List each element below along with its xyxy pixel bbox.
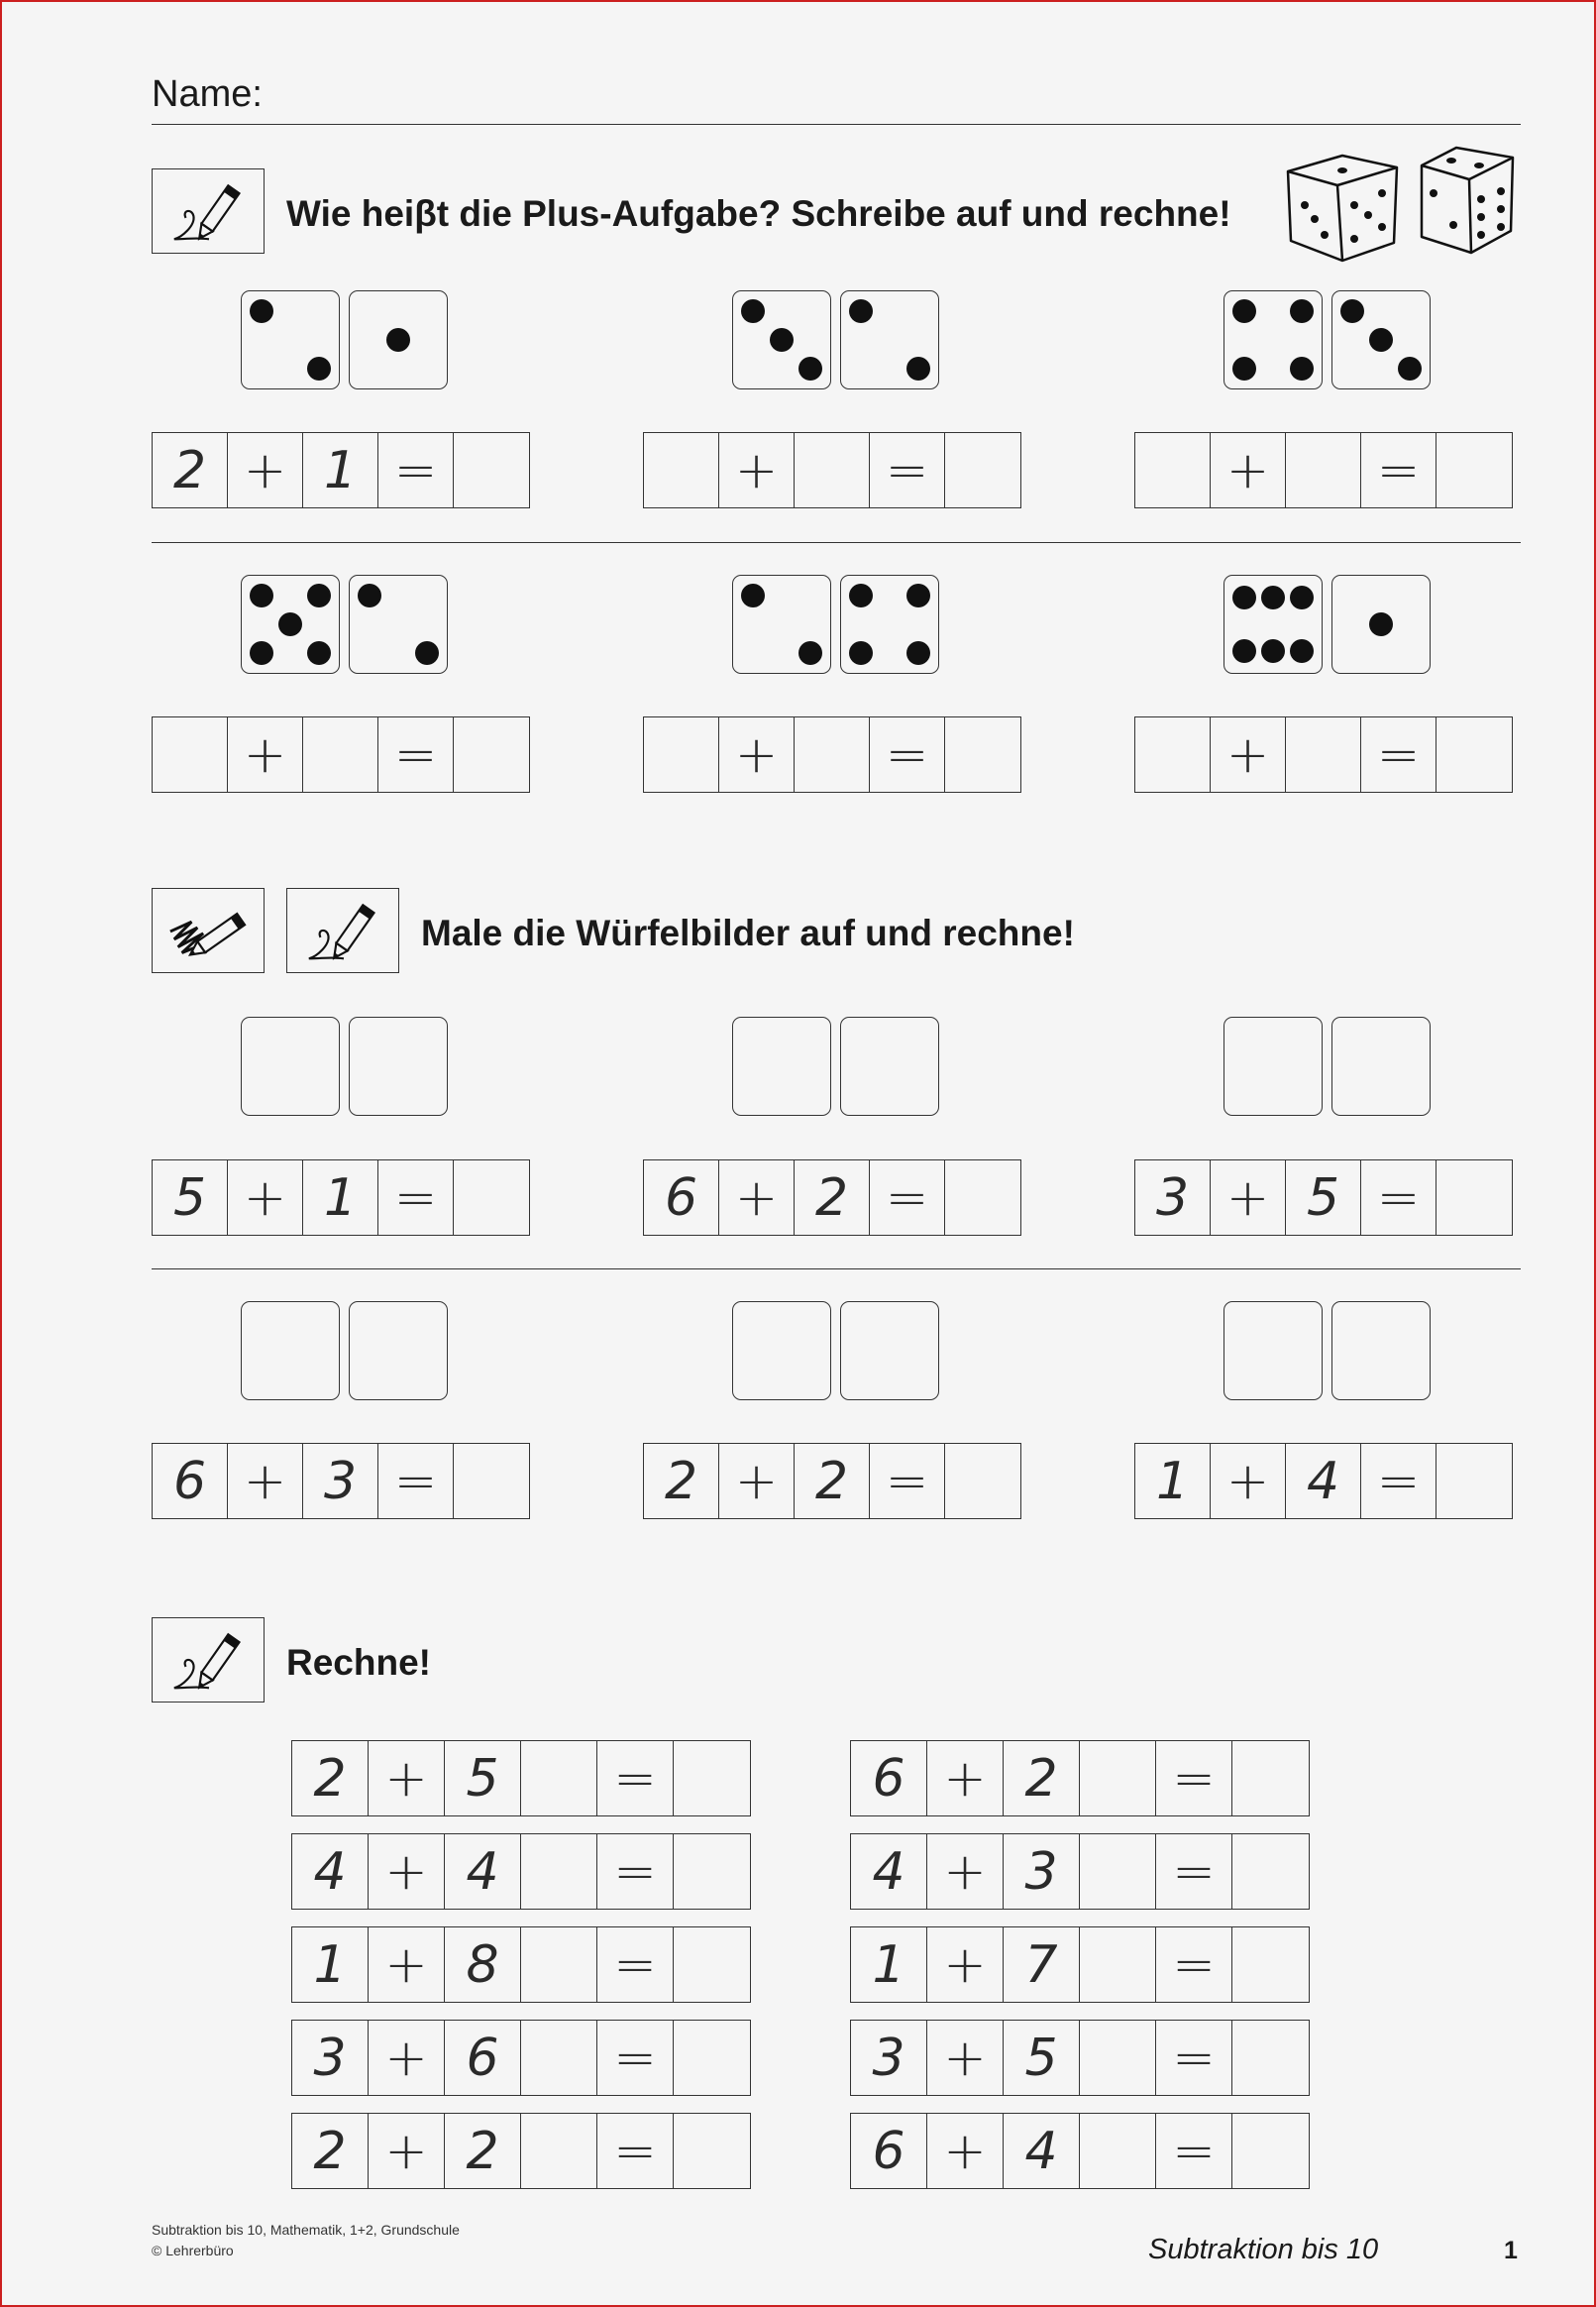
answer-cell[interactable] — [454, 1160, 529, 1235]
die-pip — [1398, 357, 1422, 381]
number-cell: 2 — [292, 2114, 369, 2188]
die-pip — [798, 357, 822, 381]
die-pip — [386, 328, 410, 352]
answer-cell[interactable] — [1232, 1741, 1309, 1815]
equation-row — [291, 1833, 751, 1910]
empty-die-box[interactable] — [1224, 1017, 1323, 1116]
answer-cell[interactable] — [454, 433, 529, 507]
die-face — [1224, 575, 1323, 674]
die-pip — [307, 584, 331, 607]
equals-sign: = — [870, 433, 945, 507]
number-cell: 1 — [851, 1927, 927, 2002]
number-cell: 5 — [1286, 1160, 1361, 1235]
answer-cell[interactable] — [1436, 433, 1512, 507]
pencil-write-icon — [286, 888, 399, 973]
equation-row — [1134, 432, 1513, 508]
die-pip — [250, 584, 273, 607]
die-pip — [849, 641, 873, 665]
number-cell: 8 — [445, 1927, 521, 2002]
equation-row — [643, 1443, 1021, 1519]
number-cell: 6 — [644, 1160, 719, 1235]
answer-cell[interactable] — [945, 1444, 1020, 1518]
answer-cell[interactable] — [674, 1927, 750, 2002]
die-pip — [741, 299, 765, 323]
number-cell: 4 — [1286, 1444, 1361, 1518]
die-pip — [906, 584, 930, 607]
die-pip — [906, 641, 930, 665]
plus-sign: + — [719, 717, 795, 792]
die-face — [1331, 575, 1431, 674]
plus-sign: + — [369, 2021, 445, 2095]
answer-cell[interactable] — [1080, 1927, 1156, 2002]
equals-sign: = — [870, 1160, 945, 1235]
die-pip — [1369, 612, 1393, 636]
equation-row — [850, 1833, 1310, 1910]
name-label: Name: — [152, 73, 263, 115]
empty-die-box[interactable] — [732, 1301, 831, 1400]
equals-sign: = — [1361, 1160, 1436, 1235]
die-face — [732, 575, 831, 674]
plus-sign: + — [927, 1834, 1004, 1909]
number-cell: 4 — [1004, 2114, 1080, 2188]
answer-cell[interactable] — [521, 1834, 597, 1909]
plus-sign: + — [719, 433, 795, 507]
die-pip — [849, 299, 873, 323]
number-cell: 3 — [1004, 1834, 1080, 1909]
equation-row — [291, 1926, 751, 2003]
plus-sign: + — [369, 1741, 445, 1815]
answer-cell[interactable] — [795, 433, 870, 507]
equals-sign: = — [1361, 1444, 1436, 1518]
section1-heading: Wie heiβt die Plus-Aufgabe? Schreibe auf und rechne! — [286, 193, 1231, 234]
answer-cell[interactable] — [795, 717, 870, 792]
empty-die-box[interactable] — [1331, 1017, 1431, 1116]
equation-row — [152, 716, 530, 793]
plus-sign: + — [719, 1444, 795, 1518]
answer-cell[interactable] — [1080, 1834, 1156, 1909]
equals-sign: = — [1156, 2021, 1232, 2095]
answer-cell[interactable] — [674, 1834, 750, 1909]
empty-die-box[interactable] — [349, 1017, 448, 1116]
pencil-draw-icon — [152, 888, 265, 973]
equation-row — [291, 2020, 751, 2096]
die-pip — [307, 641, 331, 665]
equation-row — [850, 2020, 1310, 2096]
footer-source-line: Subtraktion bis 10, Mathematik, 1+2, Grundschule — [152, 2222, 460, 2238]
equals-sign: = — [597, 2114, 674, 2188]
equation-row — [1134, 716, 1513, 793]
die-face — [349, 575, 448, 674]
page-number: 1 — [1504, 2237, 1518, 2264]
equals-sign: = — [378, 717, 454, 792]
plus-sign: + — [1211, 433, 1286, 507]
die-face — [1224, 290, 1323, 389]
empty-die-box[interactable] — [1224, 1301, 1323, 1400]
answer-cell[interactable] — [1232, 1927, 1309, 2002]
equation-row — [643, 1159, 1021, 1236]
die-face — [349, 290, 448, 389]
die-pip — [307, 357, 331, 381]
equation-row — [643, 432, 1021, 508]
die-pip — [798, 641, 822, 665]
section3-heading: Rechne! — [286, 1642, 431, 1683]
plus-sign: + — [927, 2021, 1004, 2095]
die-pip — [1290, 357, 1314, 381]
equals-sign: = — [1361, 717, 1436, 792]
die-face — [732, 290, 831, 389]
die-pip — [906, 357, 930, 381]
equals-sign: = — [597, 1927, 674, 2002]
die-pip — [1290, 299, 1314, 323]
name-line[interactable] — [152, 124, 1521, 125]
equals-sign: = — [1361, 433, 1436, 507]
number-cell: 1 — [292, 1927, 369, 2002]
equals-sign: = — [597, 2021, 674, 2095]
die-face — [840, 575, 939, 674]
answer-cell[interactable] — [945, 1160, 1020, 1235]
equation-row — [152, 432, 530, 508]
die-pip — [741, 584, 765, 607]
plus-sign: + — [369, 1834, 445, 1909]
equation-row — [850, 2113, 1310, 2189]
equation-row — [850, 1740, 1310, 1816]
equals-sign: = — [1156, 1834, 1232, 1909]
die-pip — [849, 584, 873, 607]
answer-cell[interactable] — [945, 433, 1020, 507]
die-pip — [1261, 586, 1285, 609]
equation-row — [1134, 1159, 1513, 1236]
empty-die-box[interactable] — [349, 1301, 448, 1400]
number-cell: 7 — [1004, 1927, 1080, 2002]
answer-cell[interactable] — [1135, 433, 1211, 507]
die-pip — [250, 299, 273, 323]
number-cell: 2 — [292, 1741, 369, 1815]
die-pip — [1290, 639, 1314, 663]
number-cell: 4 — [851, 1834, 927, 1909]
die-face — [840, 290, 939, 389]
section2-heading: Male die Würfelbilder auf und rechne! — [421, 913, 1075, 953]
number-cell: 1 — [303, 433, 378, 507]
answer-cell[interactable] — [644, 433, 719, 507]
number-cell: 2 — [1004, 1741, 1080, 1815]
empty-die-box[interactable] — [1331, 1301, 1431, 1400]
die-pip — [770, 328, 794, 352]
equation-row — [643, 716, 1021, 793]
answer-cell[interactable] — [674, 2021, 750, 2095]
answer-cell[interactable] — [674, 1741, 750, 1815]
equation-row — [850, 1926, 1310, 2003]
equals-sign: = — [378, 1444, 454, 1518]
die-pip — [1232, 586, 1256, 609]
answer-cell[interactable] — [1232, 1834, 1309, 1909]
empty-die-box[interactable] — [840, 1017, 939, 1116]
answer-cell[interactable] — [1436, 717, 1512, 792]
plus-sign: + — [927, 1927, 1004, 2002]
pencil-write-icon — [152, 168, 265, 254]
answer-cell[interactable] — [1080, 2021, 1156, 2095]
equation-row — [1134, 1443, 1513, 1519]
number-cell: 5 — [1004, 2021, 1080, 2095]
die-face — [1331, 290, 1431, 389]
equation-row — [152, 1159, 530, 1236]
die-pip — [1290, 586, 1314, 609]
empty-die-box[interactable] — [241, 1017, 340, 1116]
equals-sign: = — [870, 1444, 945, 1518]
answer-cell[interactable] — [1232, 2021, 1309, 2095]
number-cell: 4 — [445, 1834, 521, 1909]
number-cell: 5 — [445, 1741, 521, 1815]
equation-row — [291, 2113, 751, 2189]
number-cell: 3 — [292, 2021, 369, 2095]
plus-sign: + — [1211, 1160, 1286, 1235]
section2-divider — [152, 1268, 1521, 1269]
number-cell: 3 — [1135, 1160, 1211, 1235]
equation-row — [152, 1443, 530, 1519]
footer-copyright: © Lehrerbüro — [152, 2243, 234, 2258]
answer-cell[interactable] — [1436, 1444, 1512, 1518]
answer-cell[interactable] — [1080, 2114, 1156, 2188]
plus-sign: + — [1211, 1444, 1286, 1518]
number-cell: 2 — [445, 2114, 521, 2188]
die-face — [241, 575, 340, 674]
die-pip — [1232, 299, 1256, 323]
equals-sign: = — [597, 1741, 674, 1815]
number-cell: 4 — [292, 1834, 369, 1909]
number-cell: 2 — [795, 1444, 870, 1518]
plus-sign: + — [228, 717, 303, 792]
die-pip — [1232, 639, 1256, 663]
plus-sign: + — [228, 433, 303, 507]
equation-row — [291, 1740, 751, 1816]
answer-cell[interactable] — [1135, 717, 1211, 792]
number-cell: 6 — [851, 2114, 927, 2188]
plus-sign: + — [927, 1741, 1004, 1815]
answer-cell[interactable] — [303, 717, 378, 792]
pencil-write-icon — [152, 1617, 265, 1703]
number-cell: 6 — [445, 2021, 521, 2095]
number-cell: 6 — [851, 1741, 927, 1815]
plus-sign: + — [719, 1160, 795, 1235]
answer-cell[interactable] — [1286, 433, 1361, 507]
plus-sign: + — [228, 1160, 303, 1235]
number-cell: 1 — [1135, 1444, 1211, 1518]
answer-cell[interactable] — [1232, 2114, 1309, 2188]
die-pip — [1369, 328, 1393, 352]
equals-sign: = — [1156, 2114, 1232, 2188]
answer-cell[interactable] — [1436, 1160, 1512, 1235]
number-cell: 6 — [153, 1444, 228, 1518]
number-cell: 2 — [153, 433, 228, 507]
equals-sign: = — [1156, 1927, 1232, 2002]
number-cell: 2 — [795, 1160, 870, 1235]
equals-sign: = — [378, 433, 454, 507]
answer-cell[interactable] — [521, 1741, 597, 1815]
answer-cell[interactable] — [1080, 1741, 1156, 1815]
die-pip — [415, 641, 439, 665]
dice-pair-illustration — [1283, 144, 1521, 268]
equals-sign: = — [378, 1160, 454, 1235]
footer-title: Subtraktion bis 10 — [1148, 2234, 1379, 2265]
number-cell: 5 — [153, 1160, 228, 1235]
number-cell: 3 — [851, 2021, 927, 2095]
plus-sign: + — [927, 2114, 1004, 2188]
die-pip — [278, 612, 302, 636]
equals-sign: = — [1156, 1741, 1232, 1815]
answer-cell[interactable] — [945, 717, 1020, 792]
die-pip — [1261, 639, 1285, 663]
answer-cell[interactable] — [521, 2021, 597, 2095]
plus-sign: + — [369, 2114, 445, 2188]
answer-cell[interactable] — [521, 2114, 597, 2188]
answer-cell[interactable] — [521, 1927, 597, 2002]
number-cell: 2 — [644, 1444, 719, 1518]
die-face — [241, 290, 340, 389]
number-cell: 3 — [303, 1444, 378, 1518]
empty-die-box[interactable] — [732, 1017, 831, 1116]
plus-sign: + — [369, 1927, 445, 2002]
answer-cell[interactable] — [674, 2114, 750, 2188]
section1-divider — [152, 542, 1521, 543]
plus-sign: + — [228, 1444, 303, 1518]
answer-cell[interactable] — [1286, 717, 1361, 792]
answer-cell[interactable] — [153, 717, 228, 792]
die-pip — [1340, 299, 1364, 323]
answer-cell[interactable] — [454, 717, 529, 792]
answer-cell[interactable] — [454, 1444, 529, 1518]
answer-cell[interactable] — [644, 717, 719, 792]
empty-die-box[interactable] — [241, 1301, 340, 1400]
number-cell: 1 — [303, 1160, 378, 1235]
die-pip — [250, 641, 273, 665]
empty-die-box[interactable] — [840, 1301, 939, 1400]
equals-sign: = — [597, 1834, 674, 1909]
equals-sign: = — [870, 717, 945, 792]
die-pip — [1232, 357, 1256, 381]
plus-sign: + — [1211, 717, 1286, 792]
die-pip — [358, 584, 381, 607]
